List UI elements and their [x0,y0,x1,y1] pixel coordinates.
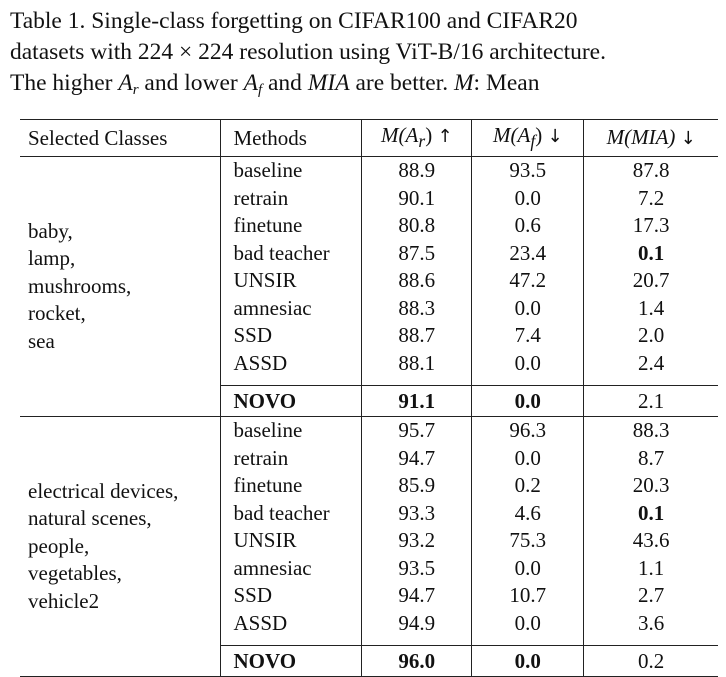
selected-classes-cell [20,417,221,677]
table-row [20,417,718,445]
method-cell: UNSIR [221,267,362,295]
mia-cell: 0.1 [584,500,718,528]
mia-cell: 20.7 [584,267,718,295]
up-arrow-icon: ↑ [437,126,453,147]
spacer-cell [362,377,472,386]
header-selected-classes: Selected Classes [20,120,221,157]
ar-cell: 93.3 [362,500,472,528]
method-cell: NOVO [221,646,362,677]
af-cell: 0.0 [472,555,584,583]
header-mia: M(MIA) ↓ [584,120,718,157]
af-cell: 0.0 [472,386,584,417]
class-name: sea [28,328,55,353]
method-cell: SSD [221,582,362,610]
af-cell: 0.0 [472,350,584,378]
class-name: vegetables, [28,561,122,586]
method-cell: retrain [221,185,362,213]
header-af: $M(A_f)$ ↓ [472,120,584,157]
spacer-cell [584,637,718,646]
method-cell: finetune [221,472,362,500]
header-ar: $M(A_r)$ ↑ [362,120,472,157]
ar-cell: 80.8 [362,212,472,240]
method-cell: NOVO [221,386,362,417]
ar-cell: 88.7 [362,322,472,350]
spacer-cell [362,637,472,646]
method-cell: retrain [221,445,362,473]
ar-cell: 88.6 [362,267,472,295]
mia-cell: 7.2 [584,185,718,213]
method-cell: finetune [221,212,362,240]
method-cell: ASSD [221,610,362,638]
method-cell: baseline [221,417,362,445]
header-row [20,120,718,157]
caption-line-2: datasets with 224 × 224 resolution using ViT-B/16 architecture. [10,39,606,65]
ar-cell: 94.7 [362,582,472,610]
af-cell: 0.0 [472,445,584,473]
af-cell: 0.0 [472,646,584,677]
af-cell: 10.7 [472,582,584,610]
ar-cell: 93.2 [362,527,472,555]
af-cell: 0.6 [472,212,584,240]
spacer-cell [472,637,584,646]
af-cell: 47.2 [472,267,584,295]
caption-line-1: Table 1. Single-class forgetting on CIFAR100 and CIFAR20 [10,8,578,34]
mia-cell: 0.1 [584,240,718,268]
method-cell: ASSD [221,350,362,378]
mia-cell: 3.6 [584,610,718,638]
down-arrow-icon: ↓ [547,126,563,147]
mia-cell: 1.4 [584,295,718,323]
ar-cell: 91.1 [362,386,472,417]
mia-cell: 88.3 [584,417,718,445]
ar-cell: 94.9 [362,610,472,638]
mia-cell: 43.6 [584,527,718,555]
af-cell: 93.5 [472,157,584,185]
method-cell: SSD [221,322,362,350]
mia-cell: 2.4 [584,350,718,378]
method-cell: bad teacher [221,240,362,268]
mia-cell: 2.7 [584,582,718,610]
method-cell: amnesiac [221,555,362,583]
spacer-cell [472,377,584,386]
class-name: electrical devices, [28,478,179,503]
spacer-cell [221,637,362,646]
ar-cell: 87.5 [362,240,472,268]
ar-cell: 88.3 [362,295,472,323]
ar-cell: 94.7 [362,445,472,473]
selected-classes-cell [20,157,221,417]
class-name: mushrooms, [28,273,132,298]
mia-cell: 8.7 [584,445,718,473]
mia-cell: 20.3 [584,472,718,500]
method-cell: amnesiac [221,295,362,323]
af-cell: 0.0 [472,185,584,213]
mia-cell: 87.8 [584,157,718,185]
header-methods: Methods [221,120,362,157]
af-cell: 96.3 [472,417,584,445]
mia-cell: 1.1 [584,555,718,583]
af-cell: 0.2 [472,472,584,500]
class-name: lamp, [28,246,76,271]
mia-cell: 0.2 [584,646,718,677]
method-cell: UNSIR [221,527,362,555]
ar-cell: 85.9 [362,472,472,500]
caption-line-3: The higher $A_r$ and lower $A_f$ and MIA are better. M: Mean [10,70,540,98]
spacer-cell [221,377,362,386]
spacer-cell [584,377,718,386]
af-cell: 0.0 [472,610,584,638]
mia-cell: 17.3 [584,212,718,240]
method-cell: bad teacher [221,500,362,528]
af-cell: 0.0 [472,295,584,323]
table-caption [10,6,722,99]
mia-cell: 2.0 [584,322,718,350]
class-name: rocket, [28,301,86,326]
class-name: baby, [28,218,73,243]
class-name: vehicle2 [28,588,100,613]
ar-cell: 95.7 [362,417,472,445]
class-name: natural scenes, [28,506,152,531]
af-cell: 23.4 [472,240,584,268]
ar-cell: 90.1 [362,185,472,213]
ar-cell: 93.5 [362,555,472,583]
ar-cell: 88.1 [362,350,472,378]
class-name: people, [28,533,90,558]
method-cell: baseline [221,157,362,185]
mia-cell: 2.1 [584,386,718,417]
down-arrow-icon: ↓ [680,128,696,150]
af-cell: 7.4 [472,322,584,350]
af-cell: 4.6 [472,500,584,528]
af-cell: 75.3 [472,527,584,555]
table-row [20,157,718,185]
results-table [20,119,718,677]
ar-cell: 88.9 [362,157,472,185]
ar-cell: 96.0 [362,646,472,677]
